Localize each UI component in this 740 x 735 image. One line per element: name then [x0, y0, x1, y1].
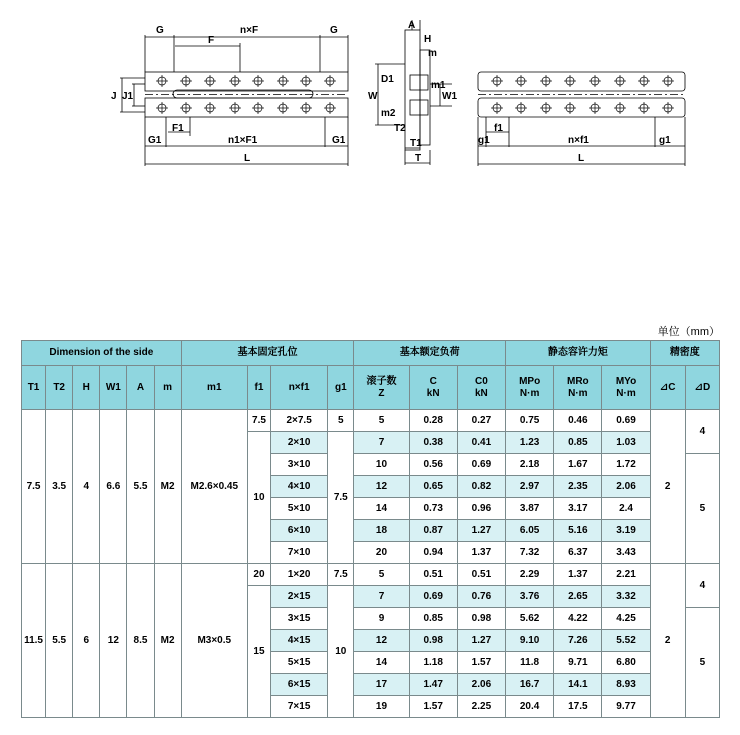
cell-Z: 12: [354, 630, 409, 652]
label-F: F: [208, 35, 215, 46]
cell-Z: 18: [354, 520, 409, 542]
cell-Z: 12: [354, 476, 409, 498]
front-view: [120, 35, 348, 166]
cell-C: 0.73: [409, 498, 457, 520]
cell-nf1: 4×15: [271, 630, 328, 652]
cell-MY: 6.80: [602, 652, 650, 674]
cell-C0: 1.57: [457, 652, 505, 674]
label-A: A: [408, 20, 416, 31]
cell-T1: 7.5: [22, 410, 46, 564]
label-D1: D1: [381, 74, 394, 85]
label-J: J: [111, 91, 117, 102]
col-C0: C0 kN: [457, 366, 505, 410]
cell-g1: 7.5: [328, 564, 354, 586]
col-MP: MPo N·m: [506, 366, 554, 410]
cell-nf1: 5×10: [271, 498, 328, 520]
col-A: A: [127, 366, 154, 410]
cell-nf1: 6×10: [271, 520, 328, 542]
col-f1: f1: [247, 366, 270, 410]
rear-view: [478, 72, 685, 166]
header-moment: 静态容许力矩: [506, 341, 651, 366]
table-row: [22, 564, 720, 586]
drawing-labels: [111, 20, 671, 164]
cell-m1: M2.6×0.45: [181, 410, 247, 564]
cell-C: 0.69: [409, 586, 457, 608]
technical-drawing: [0, 0, 740, 200]
cell-C0: 0.51: [457, 564, 505, 586]
col-T2: T2: [46, 366, 73, 410]
cell-C0: 2.06: [457, 674, 505, 696]
label-H: H: [424, 34, 432, 45]
cell-C0: 0.98: [457, 608, 505, 630]
cell-MP: 3.87: [506, 498, 554, 520]
header-accuracy: 精密度: [650, 341, 719, 366]
col-MR: MRo N·m: [554, 366, 602, 410]
cell-T2: 5.5: [46, 564, 73, 718]
cell-dD: 5: [685, 454, 719, 564]
label-m1: m1: [431, 80, 446, 91]
cell-C: 0.51: [409, 564, 457, 586]
cell-C: 0.87: [409, 520, 457, 542]
cell-C0: 0.41: [457, 432, 505, 454]
cell-f1: 7.5: [247, 410, 270, 432]
cell-MR: 9.71: [554, 652, 602, 674]
cell-nf1: 7×10: [271, 542, 328, 564]
col-g1: g1: [328, 366, 354, 410]
cell-C0: 1.27: [457, 630, 505, 652]
cell-H: 4: [73, 410, 100, 564]
cell-MY: 3.32: [602, 586, 650, 608]
cell-C: 0.56: [409, 454, 457, 476]
label-W: W: [368, 91, 378, 102]
cell-MR: 1.67: [554, 454, 602, 476]
label-m2: m2: [381, 108, 396, 119]
cell-Z: 17: [354, 674, 409, 696]
cell-C0: 1.37: [457, 542, 505, 564]
cell-T1: 11.5: [22, 564, 46, 718]
cell-MY: 3.19: [602, 520, 650, 542]
cell-MY: 1.03: [602, 432, 650, 454]
cell-dD: 5: [685, 608, 719, 718]
label-F1: F1: [172, 123, 184, 134]
col-m: m: [154, 366, 181, 410]
cell-Z: 14: [354, 652, 409, 674]
cell-MP: 6.05: [506, 520, 554, 542]
cell-nf1: 6×15: [271, 674, 328, 696]
cell-MP: 5.62: [506, 608, 554, 630]
cell-MY: 2.4: [602, 498, 650, 520]
cell-g1: 10: [328, 586, 354, 718]
cell-C: 1.18: [409, 652, 457, 674]
cell-MR: 2.65: [554, 586, 602, 608]
cell-MR: 1.37: [554, 564, 602, 586]
label-T: T: [415, 153, 422, 164]
cell-MP: 2.97: [506, 476, 554, 498]
cell-MP: 2.29: [506, 564, 554, 586]
cell-H: 6: [73, 564, 100, 718]
cell-MY: 4.25: [602, 608, 650, 630]
cell-MY: 3.43: [602, 542, 650, 564]
cell-Z: 20: [354, 542, 409, 564]
cell-C0: 2.25: [457, 696, 505, 718]
cell-MR: 7.26: [554, 630, 602, 652]
label-G1: G1: [148, 135, 162, 146]
label-G1: G1: [332, 135, 346, 146]
label-T2: T2: [394, 123, 406, 134]
label-L: L: [578, 153, 585, 164]
cell-Z: 10: [354, 454, 409, 476]
cell-Z: 5: [354, 564, 409, 586]
cell-C: 0.38: [409, 432, 457, 454]
cell-Z: 19: [354, 696, 409, 718]
cell-nf1: 2×7.5: [271, 410, 328, 432]
col-MY: MYo N·m: [602, 366, 650, 410]
label-G: G: [156, 25, 164, 36]
header-load: 基本额定负荷: [354, 341, 506, 366]
cell-nf1: 1×20: [271, 564, 328, 586]
cell-MY: 9.77: [602, 696, 650, 718]
cell-MY: 8.93: [602, 674, 650, 696]
cell-f1: 10: [247, 432, 270, 564]
cell-dC: 2: [650, 410, 685, 564]
cell-MP: 20.4: [506, 696, 554, 718]
label-nxF: n×F: [240, 25, 259, 36]
cell-nf1: 5×15: [271, 652, 328, 674]
cell-MP: 16.7: [506, 674, 554, 696]
cell-g1: 7.5: [328, 432, 354, 564]
cell-C: 0.85: [409, 608, 457, 630]
label-g1: g1: [659, 135, 671, 146]
cell-C: 0.28: [409, 410, 457, 432]
label-g1: g1: [478, 135, 490, 146]
cell-C: 0.65: [409, 476, 457, 498]
cell-C0: 0.82: [457, 476, 505, 498]
cell-MP: 3.76: [506, 586, 554, 608]
cell-dD: 4: [685, 410, 719, 454]
cell-Z: 14: [354, 498, 409, 520]
cell-nf1: 3×10: [271, 454, 328, 476]
header-mount: 基本固定孔位: [181, 341, 354, 366]
col-H: H: [73, 366, 100, 410]
label-T1: T1: [410, 138, 422, 149]
cell-MY: 0.69: [602, 410, 650, 432]
cell-MP: 2.18: [506, 454, 554, 476]
col-dD: ⊿D: [685, 366, 719, 410]
label-nxf1: n×f1: [568, 135, 589, 146]
label-W1: W1: [442, 91, 457, 102]
label-m: m: [428, 48, 437, 59]
cell-Z: 9: [354, 608, 409, 630]
cell-f1: 15: [247, 586, 270, 718]
col-C: C kN: [409, 366, 457, 410]
cell-MY: 2.06: [602, 476, 650, 498]
cell-m: M2: [154, 410, 181, 564]
col-dC: ⊿C: [650, 366, 685, 410]
cell-nf1: 3×15: [271, 608, 328, 630]
cell-MR: 0.46: [554, 410, 602, 432]
cell-MP: 11.8: [506, 652, 554, 674]
cell-C: 0.98: [409, 630, 457, 652]
cell-MY: 2.21: [602, 564, 650, 586]
cell-MR: 4.22: [554, 608, 602, 630]
cell-C0: 1.27: [457, 520, 505, 542]
cell-m: M2: [154, 564, 181, 718]
cell-g1: 5: [328, 410, 354, 432]
label-J1: J1: [122, 91, 134, 102]
cell-MP: 0.75: [506, 410, 554, 432]
cell-MP: 1.23: [506, 432, 554, 454]
cell-MY: 1.72: [602, 454, 650, 476]
cell-nf1: 2×15: [271, 586, 328, 608]
cell-C0: 0.27: [457, 410, 505, 432]
cell-T2: 3.5: [46, 410, 73, 564]
cell-C: 1.57: [409, 696, 457, 718]
cell-C: 1.47: [409, 674, 457, 696]
col-T1: T1: [22, 366, 46, 410]
cell-MY: 5.52: [602, 630, 650, 652]
cell-A: 8.5: [127, 564, 154, 718]
cell-C0: 0.76: [457, 586, 505, 608]
cell-MR: 17.5: [554, 696, 602, 718]
cell-nf1: 4×10: [271, 476, 328, 498]
col-W1: W1: [100, 366, 127, 410]
cell-MR: 0.85: [554, 432, 602, 454]
cell-Z: 7: [354, 586, 409, 608]
spec-table: [21, 340, 720, 718]
unit-label: 单位（mm）: [657, 326, 720, 338]
cell-dC: 2: [650, 564, 685, 718]
cell-MR: 3.17: [554, 498, 602, 520]
cell-MR: 6.37: [554, 542, 602, 564]
cell-Z: 7: [354, 432, 409, 454]
label-L: L: [244, 153, 251, 164]
cell-nf1: 7×15: [271, 696, 328, 718]
cell-C0: 0.96: [457, 498, 505, 520]
cell-dD: 4: [685, 564, 719, 608]
cell-MR: 14.1: [554, 674, 602, 696]
table-row: [22, 410, 720, 432]
cell-W1: 6.6: [100, 410, 127, 564]
col-nf1: n×f1: [271, 366, 328, 410]
cell-MR: 2.35: [554, 476, 602, 498]
cell-m1: M3×0.5: [181, 564, 247, 718]
label-G: G: [330, 25, 338, 36]
label-f1: f1: [494, 123, 503, 134]
cell-MP: 7.32: [506, 542, 554, 564]
cell-C0: 0.69: [457, 454, 505, 476]
col-Z: 滚子数 Z: [354, 366, 409, 410]
cell-MR: 5.16: [554, 520, 602, 542]
cell-f1: 20: [247, 564, 270, 586]
header-side: Dimension of the side: [22, 341, 182, 366]
col-m1: m1: [181, 366, 247, 410]
cell-MP: 9.10: [506, 630, 554, 652]
cell-A: 5.5: [127, 410, 154, 564]
cell-W1: 12: [100, 564, 127, 718]
cell-Z: 5: [354, 410, 409, 432]
cell-C: 0.94: [409, 542, 457, 564]
cell-nf1: 2×10: [271, 432, 328, 454]
label-n1xF1: n1×F1: [228, 135, 258, 146]
